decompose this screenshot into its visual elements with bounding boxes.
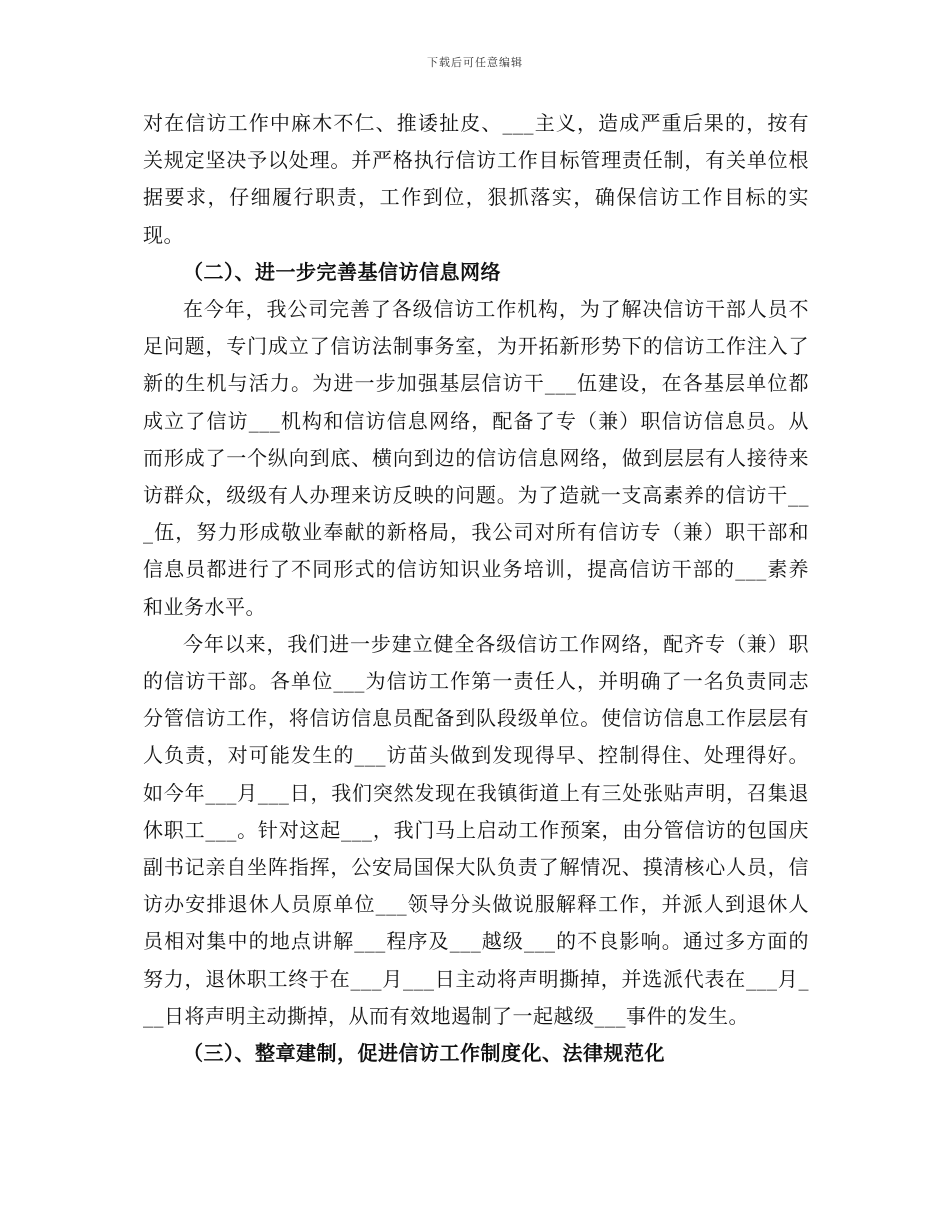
page-header: 下载后可任意编辑 [427, 56, 523, 69]
paragraph-3: 今年以来，我们进一步建立健全各级信访工作网络，配齐专（兼）职的信访干部。各单位___为信访工作第一责任人，并明确了一名负责同志分管信访工作，将信访信息员配备到队段级单位。使信访信息工作层层有人负责，对可能发生的___访苗头做到发现得早、控制得住、处理得好。如今年___月___日，我们突然发现在我镇街道上有三处张贴声明，召集退休职工___。针对这起___，我门马上启动工作预案，由分管信访的包国庆副书记亲自坐阵指挥，公安局国保大队负责了解情况、摸清核心人员，信访办安排退休人员原单位___领导分头做说服解释工作，并派人到退休人员相对集中的地点讲解___程序及___越级___的不良影响。通过多方面的努力，退休职工终于在___月___日主动将声明撕掉，并选派代表在___月___日将声明主动撕掉，从而有效地遏制了一起越级___事件的发生。 [143, 631, 809, 1028]
section-heading-3: （三）、整章建制，促进信访工作制度化、法律规范化 [183, 1041, 665, 1066]
section-heading-2: （二）、进一步完善基信访信息网络 [183, 259, 501, 284]
paragraph-2: 在今年，我公司完善了各级信访工作机构，为了解决信访干部人员不足问题，专门成立了信访法制事务室，为开拓新形势下的信访工作注入了新的生机与活力。为进一步加强基层信访干___伍建设，在各基层单位都成立了信访___机构和信访信息网络，配备了专（兼）职信访信息员。从而形成了一个纵向到底、横向到边的信访信息网络，做到层层有人接待来访群众，级级有人办理来访反映的问题。为了造就一支高素养的信访干___伍，努力形成敬业奉献的新格局，我公司对所有信访专（兼）职干部和信息员都进行了不同形式的信访知识业务培训，提高信访干部的___素养和业务水平。 [143, 297, 809, 619]
document-body [143, 105, 809, 1072]
paragraph-1: 对在信访工作中麻木不仁、推诿扯皮、___主义，造成严重后果的，按有关规定坚决予以处理。并严格执行信访工作目标管理责任制，有关单位根据要求，仔细履行职责，工作到位，狠抓落实，确保信访工作目标的实现。 [143, 111, 809, 247]
